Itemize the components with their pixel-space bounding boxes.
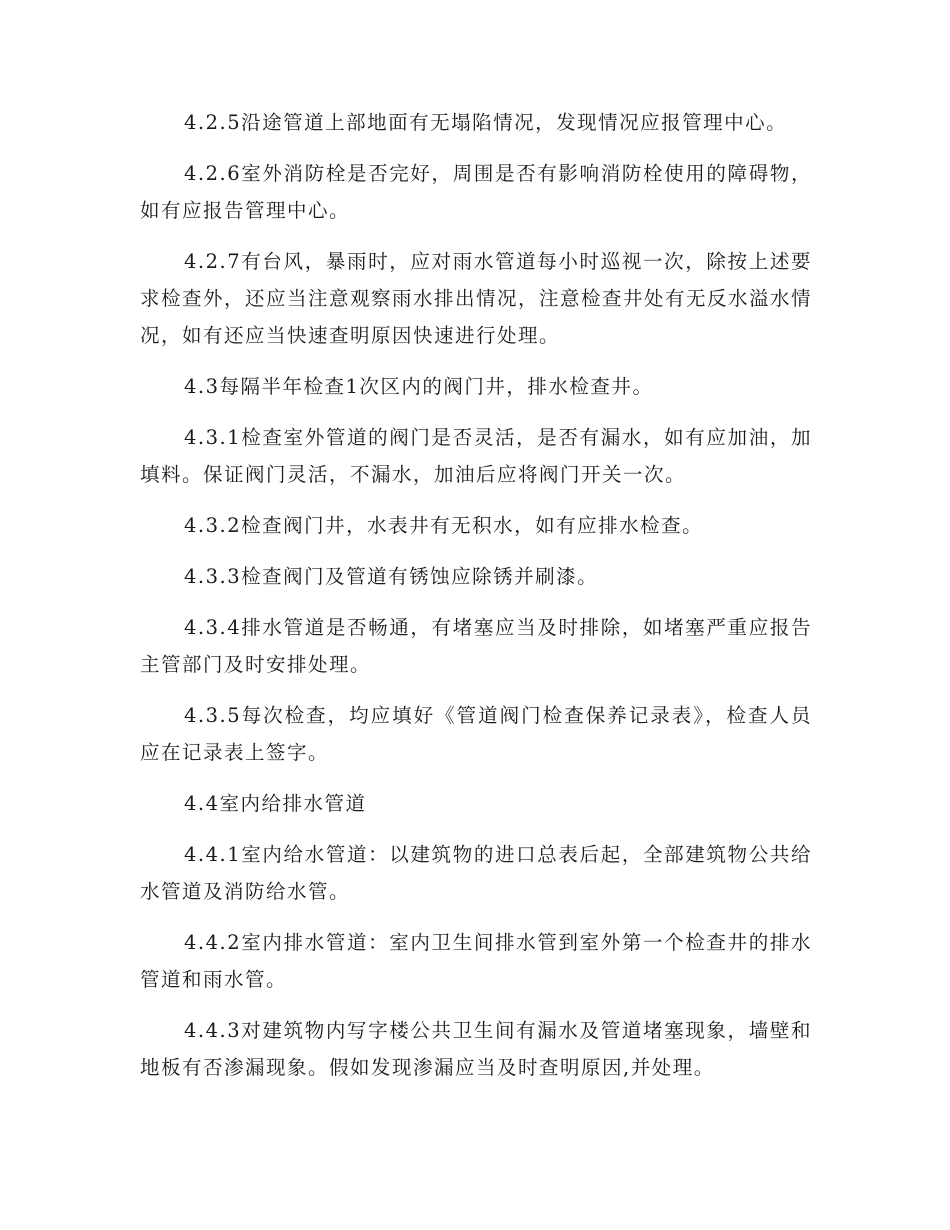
paragraph-4-4-1: 4.4.1室内给水管道：以建筑物的进口总表后起，全部建筑物公共给水管道及消防给水管。: [140, 843, 812, 903]
paragraph-4-3-5: 4.3.5每次检查，均应填好《管道阀门检查保养记录表》，检查人员应在记录表上签字。: [140, 704, 812, 764]
paragraph-4-3: 4.3每隔半年检查1次区内的阀门井，排水检查井。: [184, 375, 654, 398]
paragraph-4-2-5: 4.2.5沿途管道上部地面有无塌陷情况，发现情况应报管理中心。: [184, 111, 788, 134]
section-heading-4-4: 4.4室内给排水管道: [184, 792, 367, 815]
paragraph-4-4-2: 4.4.2室内排水管道：室内卫生间排水管到室外第一个检查井的排水管道和雨水管。: [140, 931, 812, 991]
paragraph-4-4-3: 4.4.3对建筑物内写字楼公共卫生间有漏水及管道堵塞现象，墙壁和地板有否渗漏现象。假如发现渗漏应当及时查明原因,并处理。: [140, 1019, 812, 1079]
paragraph-4-3-2: 4.3.2检查阀门井，水表井有无积水，如有应排水检查。: [184, 514, 704, 537]
paragraph-4-3-1: 4.3.1检查室外管道的阀门是否灵活，是否有漏水，如有应加油，加填料。保证阀门灵活，不漏水，加油后应将阀门开关一次。: [140, 426, 812, 486]
paragraph-4-3-3: 4.3.3检查阀门及管道有锈蚀应除锈并刷漆。: [184, 565, 599, 588]
paragraph-4-3-4: 4.3.4排水管道是否畅通，有堵塞应当及时排除，如堵塞严重应报告主管部门及时安排处理。: [140, 616, 812, 676]
paragraph-4-2-6: 4.2.6室外消防栓是否完好，周围是否有影响消防栓使用的障碍物，如有应报告管理中心。: [140, 162, 812, 222]
paragraph-4-2-7: 4.2.7有台风，暴雨时，应对雨水管道每小时巡视一次，除按上述要求检查外，还应当注意观察雨水排出情况，注意检查井处有无反水溢水情况，如有还应当快速查明原因快速进行处理。: [140, 250, 813, 347]
document-body: [140, 104, 812, 1100]
